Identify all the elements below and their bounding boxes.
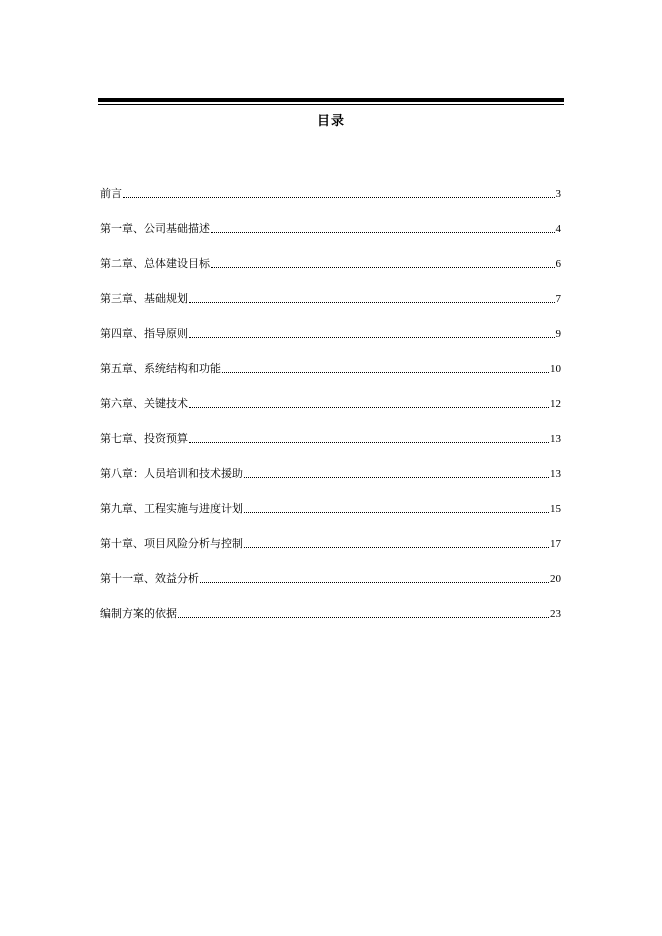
toc-entry-page: 17	[550, 538, 561, 550]
toc-entry-label: 第九章、工程实施与进度计划	[100, 502, 243, 515]
toc-dot-leader	[189, 442, 549, 443]
toc-entry-label: 第三章、基础规划	[100, 292, 188, 305]
toc-entry-label: 编制方案的依据	[100, 607, 177, 620]
toc-entry-page: 20	[550, 573, 561, 585]
toc-entry[interactable]	[100, 201, 561, 236]
toc-entry-label: 第七章、投资预算	[100, 432, 188, 445]
toc-entry-page: 9	[555, 328, 561, 340]
toc-entry-label: 第六章、关键技术	[100, 397, 188, 410]
toc-entry-page: 4	[555, 223, 561, 235]
toc-entry-label: 第五章、系统结构和功能	[100, 362, 221, 375]
toc-entry[interactable]	[100, 271, 561, 306]
toc-entry-page: 23	[550, 608, 561, 620]
toc-dot-leader	[211, 232, 555, 233]
header-rule-thin	[98, 104, 564, 105]
toc-dot-leader	[189, 337, 555, 338]
toc-dot-leader	[244, 512, 549, 513]
toc-entry[interactable]	[100, 551, 561, 586]
toc-entry[interactable]	[100, 341, 561, 376]
toc-dot-leader	[244, 477, 549, 478]
toc-entry[interactable]	[100, 236, 561, 271]
toc-entry[interactable]	[100, 516, 561, 551]
toc-dot-leader	[200, 582, 549, 583]
toc-entry-label: 前言	[100, 187, 122, 200]
toc-dot-leader	[123, 197, 555, 198]
header-rule	[98, 98, 564, 105]
toc-entry-page: 15	[550, 503, 561, 515]
toc-dot-leader	[189, 407, 549, 408]
toc-entry-page: 3	[555, 188, 561, 200]
toc-entry-label: 第二章、总体建设目标	[100, 257, 210, 270]
toc-entry[interactable]	[100, 411, 561, 446]
toc-dot-leader	[189, 302, 555, 303]
toc-entry[interactable]	[100, 586, 561, 621]
toc-entry-label: 第十一章、效益分析	[100, 572, 199, 585]
toc-entry-label: 第四章、指导原则	[100, 327, 188, 340]
toc-entry[interactable]	[100, 376, 561, 411]
toc-list	[100, 166, 561, 621]
toc-entry-page: 13	[550, 468, 561, 480]
toc-entry[interactable]	[100, 481, 561, 516]
toc-entry-label: 第八章：人员培训和技术援助	[100, 467, 243, 480]
toc-dot-leader	[211, 267, 555, 268]
toc-entry-label: 第十章、项目风险分析与控制	[100, 537, 243, 550]
toc-entry[interactable]	[100, 166, 561, 201]
toc-entry-page: 13	[550, 433, 561, 445]
toc-title: 目录	[316, 114, 345, 129]
toc-dot-leader	[244, 547, 549, 548]
toc-entry-label: 第一章、公司基础描述	[100, 222, 210, 235]
toc-entry[interactable]	[100, 446, 561, 481]
toc-entry-page: 6	[555, 258, 561, 270]
toc-entry[interactable]	[100, 306, 561, 341]
toc-dot-leader	[178, 617, 549, 618]
toc-entry-page: 12	[550, 398, 561, 410]
toc-entry-page: 10	[550, 363, 561, 375]
toc-entry-page: 7	[555, 293, 561, 305]
toc-dot-leader	[222, 372, 549, 373]
